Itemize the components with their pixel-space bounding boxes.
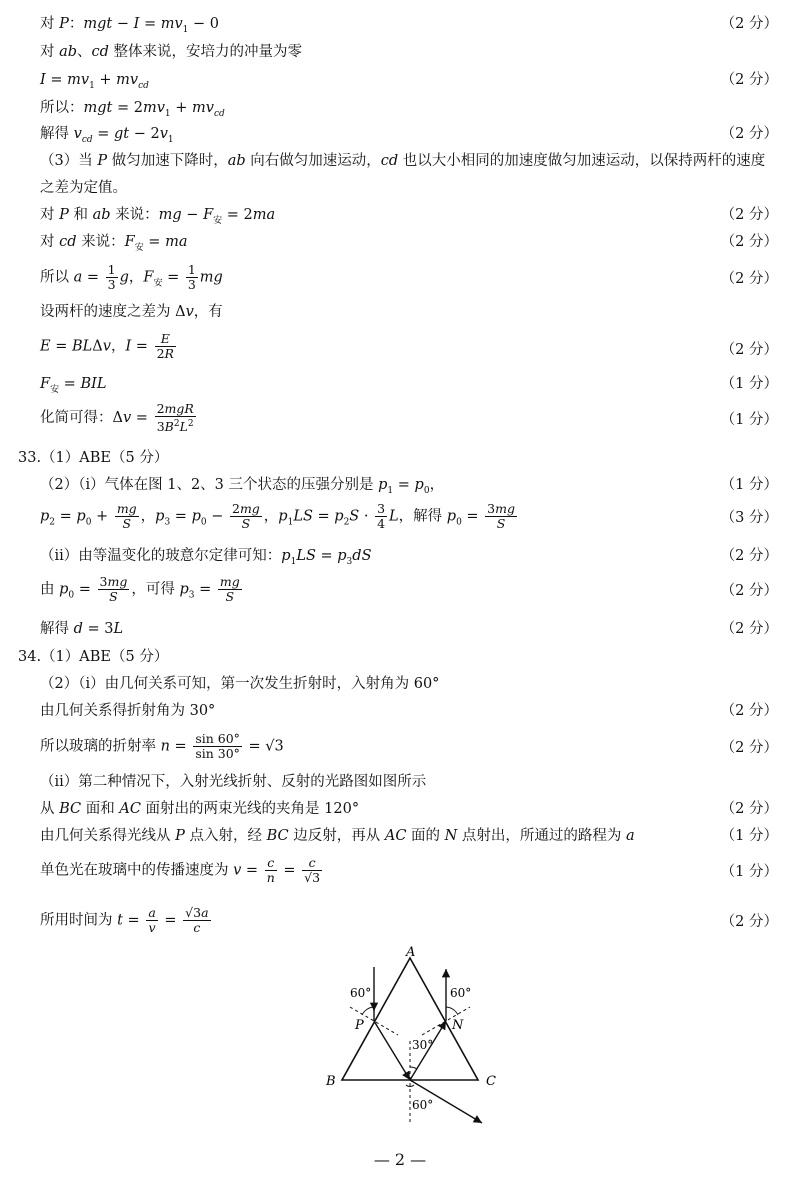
solution-line: 对 ab、cd 整体来说，安培力的冲量为零 — [40, 44, 303, 60]
angle-p-label: 60° — [350, 986, 372, 1000]
solution-line: 解得 d = 3L （2 分） — [40, 621, 778, 637]
solution-line: $I = mv_1 + mv_{cd}$ （2 分） — [40, 72, 778, 91]
solution-line: E = BLΔv，I = $\frac{E}{2R}$ （2 分） — [40, 331, 778, 361]
score: （2 分） — [720, 126, 778, 142]
solution-line: 所以玻璃的折射率 n = $\frac{\sin 60^\circ}{\sin 30^\circ}$ = √3 （2 分） — [40, 731, 778, 761]
solution-line: 由几何关系得光线从 P 点入射，经 BC 边反射，再从 AC 面的 N 点射出，所通过的路程为 a （1 分） — [40, 828, 778, 844]
angle-n-label: 60° — [450, 986, 472, 1000]
solution-line: 化简可得：Δv = $\frac{\text{2mgR}}{3B^2L^2}$ （1 分） — [40, 401, 778, 435]
solution-line: 对 P：mgt − $I = mv_1 - 0$ （2 分） — [40, 16, 778, 35]
solution-line: （ⅱ）第二种情况下，入射光线折射、反射的光路图如图所示 — [40, 774, 427, 790]
score: （1 分） — [720, 412, 778, 428]
solution-line: （2）（ⅰ）气体在图 1、2、3 三个状态的压强分别是 $p_1 = p_0$， （1 分） — [40, 477, 778, 496]
solution-line: 设两杆的速度之差为 Δv，有 — [40, 304, 223, 320]
solution-line: 对 P 和 ab 来说：mg − $F_安 = 2ma$ （2 分） — [40, 207, 778, 226]
solution-line: 由几何关系得折射角为 30° （2 分） — [40, 703, 778, 719]
solution-line: （ⅱ）由等温变化的玻意尔定律可知：$p_1LS = p_3dS$ （2 分） — [40, 548, 778, 567]
score: （1 分） — [720, 828, 778, 844]
score: （1 分） — [720, 477, 778, 493]
score: （1 分） — [720, 376, 778, 392]
score: （2 分） — [720, 703, 778, 719]
score: （2 分） — [720, 583, 778, 599]
angle-bottom-label: 60° — [412, 1098, 434, 1112]
angle-mid-label: 30° — [412, 1038, 434, 1052]
page-number: — 2 — — [373, 1150, 427, 1169]
refracted-ray — [374, 1021, 410, 1080]
score: （2 分） — [720, 72, 778, 88]
solution-line: $p_2 = p_0$ + $\frac{mg}{S}$ ，$p_3 = p_0$ − $\frac{2mg}{S}$ ，$p_1LS = p_2S$ · $\frac{3}{4}$ L，解得 $p_0$ = $\frac{3mg}{S}$ （3 分） — [40, 501, 778, 531]
vertex-c-label: C — [486, 1074, 496, 1089]
vertex-b-label: B — [326, 1074, 336, 1089]
solution-line: （2）（ⅰ）由几何关系可知，第一次发生折射时，入射角为 60° — [40, 676, 440, 692]
score: （2 分） — [720, 234, 778, 250]
solution-line: （3）当 P 做匀加速下降时，ab 向右做匀加速运动，cd 也以大小相同的加速度做匀加速运动，以保持两杆的速度 — [40, 153, 766, 169]
score: （2 分） — [720, 342, 778, 358]
point-p-label: P — [355, 1018, 364, 1033]
score: （2 分） — [720, 16, 778, 32]
score: （1 分） — [720, 864, 778, 880]
point-n-label: N — [452, 1018, 464, 1033]
score: （2 分） — [720, 548, 778, 564]
solution-line: $F_安$ = BIL （1 分） — [40, 376, 778, 395]
solution-line: 从 BC 面和 AC 面射出的两束光线的夹角是 120° （2 分） — [40, 801, 778, 817]
score: （2 分） — [720, 207, 778, 223]
prism-light-path-figure — [300, 945, 520, 1130]
score: （2 分） — [720, 271, 778, 287]
solution-line: 单色光在玻璃中的传播速度为 v = $\frac{c}{n}$ = $\frac{c}{√3}$ （1 分） — [40, 855, 778, 885]
solution-line: 所用时间为 t = $\frac{a}{v}$ = $\frac{√3a}{c}$ （2 分） — [40, 905, 778, 935]
score: （2 分） — [720, 740, 778, 756]
score: （3 分） — [720, 510, 778, 526]
question-34-heading: 34.（1）ABE（5 分） — [18, 649, 169, 665]
vertex-a-label: A — [406, 945, 416, 960]
solution-line: 由 $p_0$ = $\frac{3mg}{S}$ ，可得 $p_3$ = $\frac{mg}{S}$ （2 分） — [40, 574, 778, 604]
solution-line: 解得 $v_{cd}$ = gt − $2v_1$ （2 分） — [40, 126, 778, 145]
solution-line: 所以 a = $\frac{1}{3}$ g，$F_安$ = $\frac{1}{3}$ mg （2 分） — [40, 262, 778, 292]
solution-line: 之差为定值。 — [40, 180, 127, 196]
score: （2 分） — [720, 801, 778, 817]
solution-line: 所以：mgt = $2mv_1 + mv_{cd}$ — [40, 100, 225, 119]
score: （2 分） — [720, 914, 778, 930]
score: （2 分） — [720, 621, 778, 637]
solution-line: 对 cd 来说：$F_安$ = ma （2 分） — [40, 234, 778, 253]
question-33-heading: 33.（1）ABE（5 分） — [18, 450, 169, 466]
